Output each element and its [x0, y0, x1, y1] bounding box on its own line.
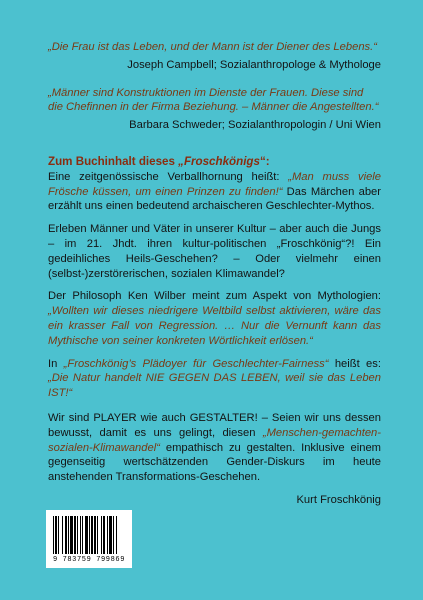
barcode-bar — [74, 516, 76, 554]
cover-text — [48, 40, 381, 519]
paragraph-1-text-a: Eine zeitgenössische Verballhornung heißt: — [48, 170, 289, 183]
barcode-bar — [77, 516, 78, 554]
barcode-bar — [109, 516, 112, 554]
barcode-bar — [85, 516, 88, 554]
paragraph-5-text-a: Wir sind PLAYER wie auch GESTALTER! – Seien wir uns dessen bewusst, damit es uns gelingt, diesen — [48, 411, 381, 439]
paragraph-4-text-b: heißt es: — [328, 357, 381, 370]
quote-schweder-author: Barbara Schweder; Sozialanthropologin / Uni Wien — [129, 119, 381, 132]
barcode-bar — [91, 516, 93, 554]
barcode-bar — [94, 516, 96, 554]
barcode-number: 9 783759 799869 — [52, 556, 125, 564]
paragraph-3 — [48, 289, 381, 348]
barcode-bar — [107, 516, 108, 554]
barcode-bar — [62, 516, 63, 554]
barcode-bar — [58, 516, 59, 554]
isbn-barcode — [46, 510, 132, 568]
barcode-bar — [116, 516, 117, 554]
paragraph-5-text-b: empathisch zu gestalten. Inklusive einem gegenseitig wertschätzenden Gender-Diskurs im heute anstehenden Transformations-Geschehen. — [48, 441, 381, 484]
section-title-book: „Froschkönigs — [178, 154, 260, 168]
quote-schweder-line1: „Männer sind Konstruktionen im Dienste der Frauen. Diese sind — [48, 86, 364, 99]
paragraph-1-text-b: Das Märchen aber erzählt uns einen bedeutend archaischeren Geschlechter-Mythos. — [48, 185, 381, 213]
barcode-bars — [52, 516, 126, 554]
barcode-bar — [101, 516, 102, 554]
barcode-bar — [70, 516, 73, 554]
quote-campbell-author: Joseph Campbell; Sozialanthropologe & Mythologe — [127, 58, 381, 71]
barcode-bar — [89, 516, 90, 554]
barcode-bar — [80, 516, 81, 554]
barcode-bar — [53, 516, 54, 554]
paragraph-4-book-title: „Froschkönig’s Plädoyer für Geschlechter-Fairness“ — [63, 357, 329, 370]
section-title — [48, 155, 381, 170]
barcode-bar — [113, 516, 114, 554]
barcode-bar — [97, 516, 98, 554]
barcode-bar — [55, 516, 57, 554]
barcode-bar — [82, 516, 83, 554]
paragraph-4 — [48, 357, 381, 401]
barcode-bar — [103, 516, 105, 554]
paragraph-5-quote: „Menschen-gemachten-sozialen-Klimawandel“ — [48, 426, 381, 454]
barcode-bar — [65, 516, 67, 554]
paragraph-4-text-a: In — [48, 357, 64, 370]
section-title-prefix: Zum Buchinhalt dieses — [48, 154, 179, 168]
barcode-bar — [68, 516, 69, 554]
section-title-suffix: “: — [259, 154, 270, 168]
paragraph-1 — [48, 170, 381, 214]
paragraph-1-quote: „Man muss viele Frösche küssen, um einen Prinzen zu finden!“ — [48, 170, 381, 198]
paragraph-2: Erleben Männer und Väter in unserer Kultur – aber auch die Jungs – im 21. Jhdt. ihren kultur-politischen „Froschkönig“?! Ein gedeihliches Heils-Geschehen? – Oder vielmehr einen (selbst-)zerstörerischen, sozialen Klimawandel? — [48, 223, 381, 280]
paragraph-4-quote: „Die Natur handelt NIE GEGEN DAS LEBEN, weil sie das Leben IST!“ — [48, 372, 381, 400]
paragraph-5 — [48, 411, 381, 485]
quote-campbell: „Die Frau ist das Leben, und der Mann ist der Diener des Lebens.“ — [48, 41, 377, 53]
signature: Kurt Froschkönig — [296, 493, 381, 506]
quote-schweder-line2: die Chefinnen in der Firma Beziehung. – Männer die Angestellten.“ — [48, 101, 379, 114]
paragraph-3-text: Der Philosoph Ken Wilber meint zum Aspekt von Mythologien: — [48, 290, 381, 303]
paragraph-3-quote: „Wollten wir dieses niedrigere Weltbild selbst aktivieren, wäre das ein krasser Fall von Regression. … Nur die Vernunft kann das Mythische von seiner konkreten Wörtlichkeit erlösen.“ — [48, 305, 381, 347]
